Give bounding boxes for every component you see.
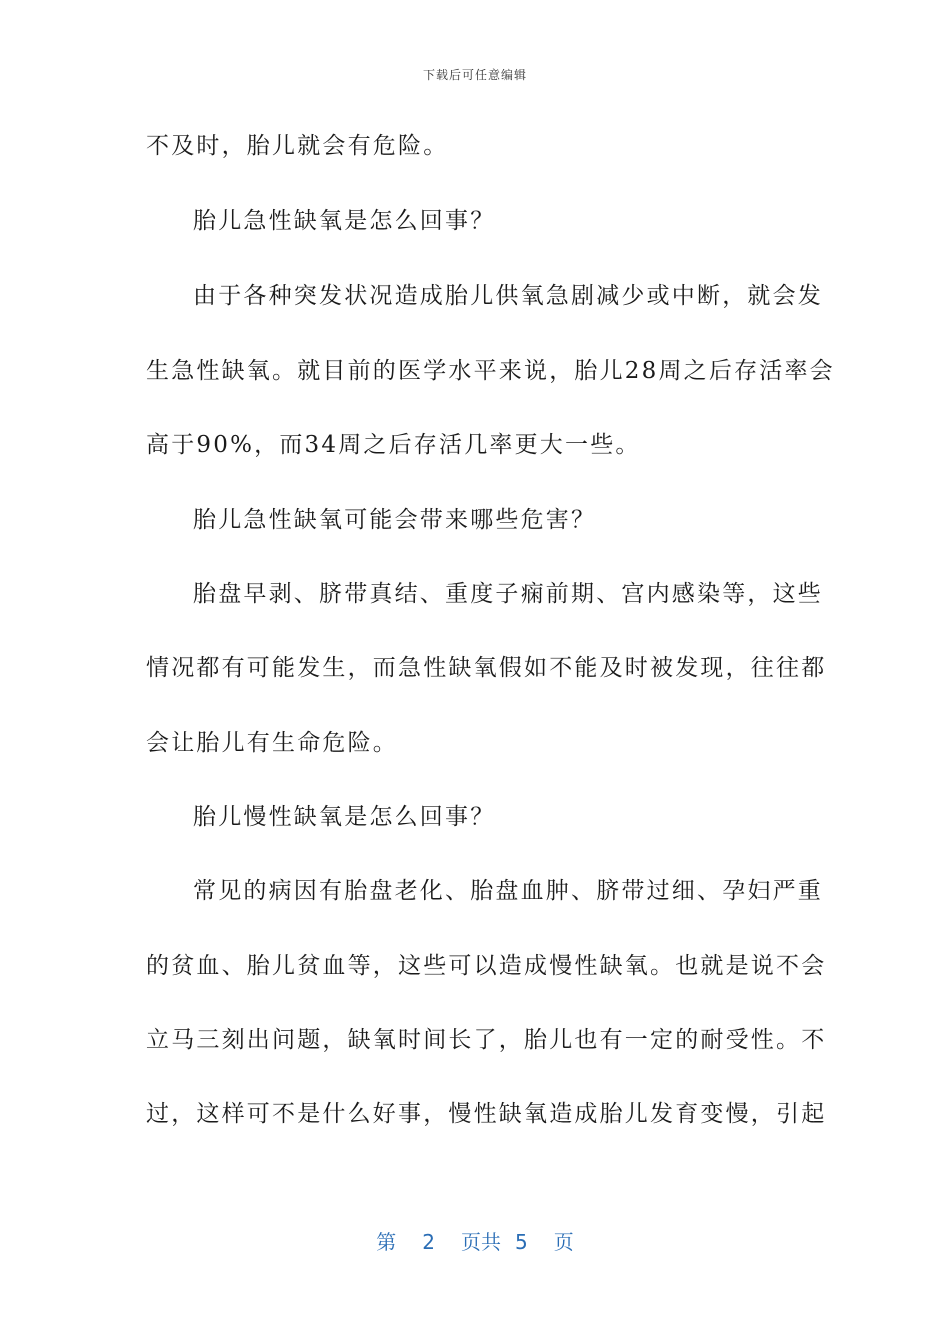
section-heading: 胎儿急性缺氧可能会带来哪些危害？ <box>193 507 597 533</box>
page-mid-label: 页共 <box>461 1230 501 1254</box>
paragraph-line: 高于90%，而34周之后存活几率更大一些。 <box>146 432 641 458</box>
paragraph-line: 的贫血、胎儿贫血等，这些可以造成慢性缺氧。也就是说不会 <box>146 953 827 979</box>
paragraph-line: 胎盘早剥、脐带真结、重度子痫前期、宫内感染等，这些 <box>193 581 823 607</box>
paragraph-line: 过，这样可不是什么好事，慢性缺氧造成胎儿发育变慢，引起 <box>146 1101 827 1127</box>
page-label: 第 <box>376 1230 397 1254</box>
paragraph-line: 生急性缺氧。就目前的医学水平来说，胎儿28周之后存活率会 <box>146 358 835 384</box>
page-footer <box>0 1226 950 1255</box>
paragraph-line: 情况都有可能发生，而急性缺氧假如不能及时被发现，往往都 <box>146 655 827 681</box>
page-header: 下载后可任意编辑 <box>422 68 527 82</box>
paragraph-line: 由于各种突发状况造成胎儿供氧急剧减少或中断，就会发 <box>193 283 823 309</box>
paragraph-line: 不及时，胎儿就会有危险。 <box>146 133 449 159</box>
section-heading: 胎儿急性缺氧是怎么回事？ <box>193 208 496 234</box>
paragraph-line: 立马三刻出问题，缺氧时间长了，胎儿也有一定的耐受性。不 <box>146 1027 827 1053</box>
page-end-label: 页 <box>553 1230 574 1254</box>
total-pages: 5 <box>515 1230 528 1254</box>
paragraph-line: 常见的病因有胎盘老化、胎盘血肿、脐带过细、孕妇严重 <box>193 878 823 904</box>
page-number: 2 <box>422 1230 435 1254</box>
section-heading: 胎儿慢性缺氧是怎么回事？ <box>193 804 496 830</box>
paragraph-line: 会让胎儿有生命危险。 <box>146 730 398 756</box>
